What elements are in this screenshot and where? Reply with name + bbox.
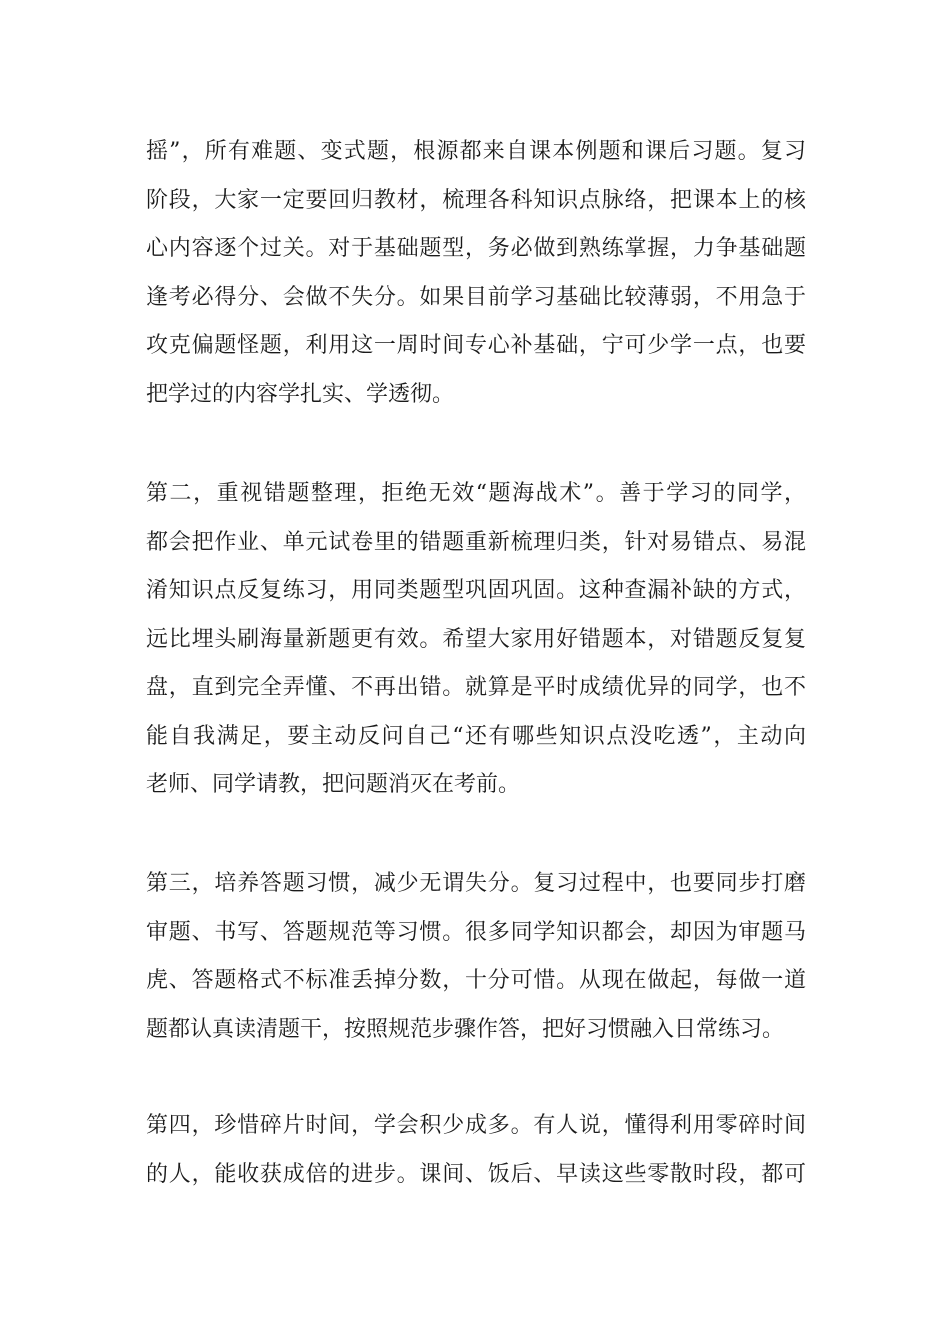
paragraph-3 (146, 860, 806, 1054)
paragraph-4 (146, 1102, 806, 1199)
text-line: 心内容逐个过关。对于基础题型，务必做到熟练掌握，力争基础题 (146, 236, 806, 261)
text-line: 第二，重视错题整理，拒绝无效“题海战术”。善于学习的同学， (146, 481, 806, 506)
text-line: 第三，培养答题习惯，减少无谓失分。复习过程中，也要同步打磨 (146, 871, 806, 896)
text-line: 远比埋头刷海量新题更有效。希望大家用好错题本，对错题反复复 (146, 626, 806, 652)
text-line: 老师、同学请教，把问题消灭在考前。 (146, 772, 521, 797)
text-line: 摇”，所有难题、变式题，根源都来自课本例题和课后习题。复习 (146, 139, 806, 164)
text-line: 审题、书写、答题规范等习惯。很多同学知识都会，却因为审题马 (146, 919, 806, 945)
text-line: 的人，能收获成倍的进步。课间、饭后、早读这些零散时段，都可 (146, 1161, 806, 1187)
text-line: 第四，珍惜碎片时间，学会积少成多。有人说，懂得利用零碎时间 (146, 1113, 806, 1138)
text-line: 淆知识点反复练习，用同类题型巩固巩固。这种查漏补缺的方式， (146, 578, 806, 603)
text-line: 虎、答题格式不标准丢掉分数，十分可惜。从现在做起，每做一道 (146, 968, 806, 993)
text-line: 攻克偏题怪题，利用这一周时间专心补基础，宁可少学一点，也要 (146, 333, 806, 358)
paragraph-1 (146, 128, 806, 419)
text-line: 能自我满足，要主动反问自己“还有哪些知识点没吃透”，主动向 (146, 723, 806, 749)
paragraph-2 (146, 470, 806, 810)
text-line: 逢考必得分、会做不失分。如果目前学习基础比较薄弱，不用急于 (146, 284, 806, 310)
text-line: 都会把作业、单元试卷里的错题重新梳理归类，针对易错点、易混 (146, 529, 806, 555)
text-line: 题都认真读清题干，按照规范步骤作答，把好习惯融入日常练习。 (146, 1016, 785, 1042)
text-line: 盘，直到完全弄懂、不再出错。就算是平时成绩优异的同学，也不 (146, 675, 806, 700)
text-line: 阶段，大家一定要回归教材，梳理各科知识点脉络，把课本上的核 (146, 187, 806, 213)
text-line: 把学过的内容学扎实、学透彻。 (146, 381, 455, 407)
